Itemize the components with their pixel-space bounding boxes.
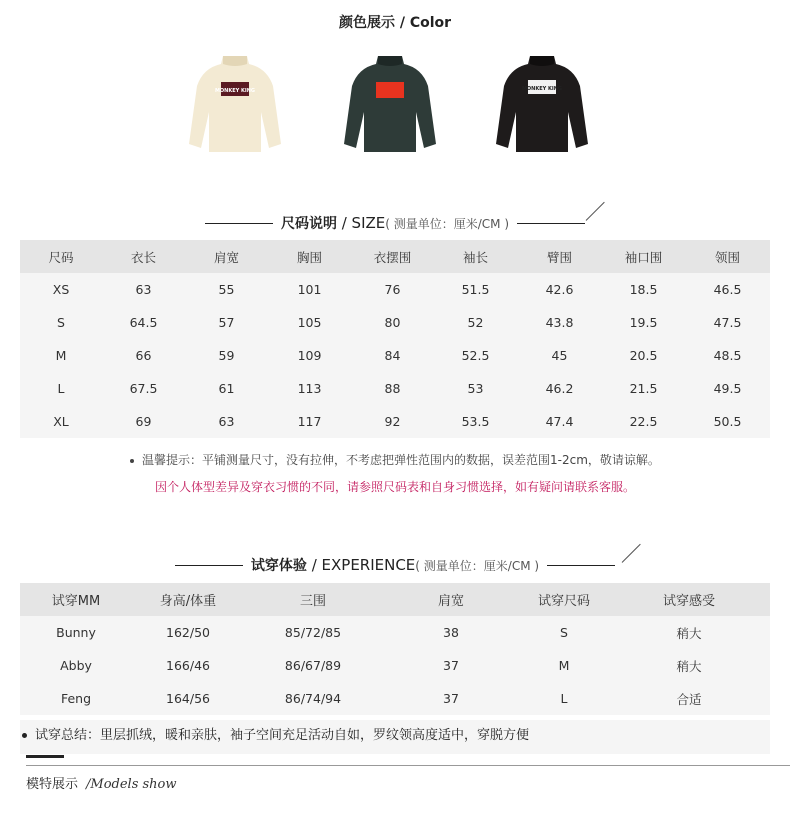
size-cell: 47.5	[713, 315, 742, 330]
size-cell: 88	[384, 381, 401, 396]
size-cell: 92	[384, 414, 401, 429]
size-cell: 18.5	[629, 282, 658, 297]
experience-cell: 稍大	[676, 625, 702, 641]
size-table-header-row	[20, 240, 770, 273]
size-header-cell: 臂围	[517, 240, 602, 273]
experience-table-row	[20, 682, 770, 715]
size-cell: 57	[218, 315, 235, 330]
size-cell: 19.5	[629, 315, 658, 330]
experience-header-cell: 试穿MM	[20, 583, 132, 616]
experience-cell: 38	[443, 625, 459, 640]
size-header-cell: 领围	[685, 240, 770, 273]
size-cell: 22.5	[629, 414, 658, 429]
experience-table-header-row	[20, 583, 770, 616]
experience-cell: S	[560, 625, 568, 640]
experience-cell: 162/50	[166, 625, 210, 640]
size-section-header	[0, 213, 790, 233]
size-cell: 52.5	[461, 348, 490, 363]
size-table-row	[20, 372, 770, 405]
size-cell: 113	[297, 381, 322, 396]
experience-cell: 85/72/85	[284, 625, 342, 640]
size-header-cell: 袖口围	[602, 240, 685, 273]
experience-cell: 86/67/89	[284, 658, 342, 673]
experience-cell: L	[560, 691, 568, 706]
experience-table	[20, 583, 770, 715]
size-cell: L	[57, 381, 65, 396]
size-cell: 59	[218, 348, 235, 363]
size-header-cell: 胸围	[268, 240, 351, 273]
bullet-dot	[130, 459, 134, 463]
size-cell: 53	[467, 381, 484, 396]
size-cell: 52	[467, 315, 484, 330]
svg-text:MONKEY KING: MONKEY KING	[521, 86, 563, 92]
size-cell: 55	[218, 282, 235, 297]
experience-header-cell: 肩宽	[382, 583, 520, 616]
models-section-title	[26, 773, 177, 792]
size-table-row	[20, 339, 770, 372]
experience-cell: M	[558, 658, 570, 673]
size-title-sep: /	[336, 214, 352, 232]
experience-cell: 37	[443, 691, 459, 706]
size-note-text: 温馨提示：平铺测量尺寸，没有拉伸，不考虑把弹性范围内的数据，误差范围1-2cm，敬请谅解。	[142, 453, 660, 467]
experience-header-cell: 身高/体重	[132, 583, 244, 616]
header-rule-right	[517, 223, 585, 224]
size-cell: 63	[135, 282, 152, 297]
size-cell: 43.8	[545, 315, 574, 330]
experience-section-header	[0, 555, 790, 575]
size-table-row	[20, 405, 770, 438]
experience-cell: 164/56	[166, 691, 210, 706]
header-rule-left	[205, 223, 273, 224]
experience-cell: 稍大	[676, 658, 702, 674]
experience-cell: Bunny	[56, 625, 96, 640]
size-header-cell: 衣摆围	[351, 240, 434, 273]
experience-cell: Feng	[60, 691, 92, 706]
size-cell: 21.5	[629, 381, 658, 396]
size-cell: S	[57, 315, 65, 330]
size-cell: 45	[551, 348, 568, 363]
size-table	[20, 240, 770, 438]
experience-summary	[20, 720, 770, 754]
size-cell: 117	[297, 414, 322, 429]
models-divider	[26, 765, 790, 766]
experience-header-cell: 三围	[244, 583, 382, 616]
size-cell: 48.5	[713, 348, 742, 363]
size-cell: 51.5	[461, 282, 490, 297]
experience-unit: ( 测量单位：厘米/CM )	[415, 559, 540, 573]
bullet-dot	[22, 733, 27, 738]
size-cell: 20.5	[629, 348, 658, 363]
size-cell: M	[55, 348, 67, 363]
size-cell: 66	[135, 348, 152, 363]
size-cell: XS	[52, 282, 70, 297]
experience-summary-text: 试穿总结：里层抓绒，暖和亲肤，袖子空间充足活动自如，罗纹领高度适中，穿脱方便	[35, 728, 530, 743]
size-note-red: 因个人体型差异及穿衣习惯的不同，请参照尺码表和自身习惯选择，如有疑问请联系客服。	[154, 480, 635, 494]
size-cell: 105	[297, 315, 322, 330]
black-sweatshirt-image	[492, 52, 592, 156]
size-cell: 76	[384, 282, 401, 297]
experience-header-cell: 试穿尺码	[520, 583, 608, 616]
size-cell: 53.5	[461, 414, 490, 429]
size-cell: 69	[135, 414, 152, 429]
size-table-row	[20, 273, 770, 306]
size-cell: 46.5	[713, 282, 742, 297]
size-header-cell: 袖长	[434, 240, 517, 273]
size-cell: 49.5	[713, 381, 742, 396]
size-header-cell: 衣长	[102, 240, 185, 273]
cream-sweatshirt-image	[185, 52, 285, 156]
models-title-en: /Models show	[86, 777, 177, 792]
color-section-title: 颜色展示 / Color	[338, 15, 452, 31]
svg-text:MONKEY KING: MONKEY KING	[214, 88, 256, 94]
size-table-row	[20, 306, 770, 339]
experience-title-en: EXPERIENCE	[321, 556, 416, 574]
size-title-en: SIZE	[351, 214, 386, 232]
size-unit: ( 测量单位：厘米/CM )	[385, 217, 510, 231]
experience-cell: 合适	[676, 691, 702, 707]
size-cell: 61	[218, 381, 235, 396]
size-cell: 64.5	[129, 315, 158, 330]
size-cell: 42.6	[545, 282, 574, 297]
green-sweatshirt-image	[340, 52, 440, 156]
size-header-cell: 肩宽	[185, 240, 268, 273]
size-cell: 67.5	[129, 381, 158, 396]
experience-table-row	[20, 649, 770, 682]
experience-table-row	[20, 616, 770, 649]
size-cell: 50.5	[713, 414, 742, 429]
size-cell: 46.2	[545, 381, 574, 396]
experience-title-cn: 试穿体验	[250, 558, 307, 574]
header-rule-left	[175, 565, 243, 566]
size-title-cn: 尺码说明	[280, 216, 337, 232]
experience-cell: Abby	[60, 658, 92, 673]
experience-title-sep: /	[306, 556, 322, 574]
experience-cell: 166/46	[166, 658, 210, 673]
size-cell: 84	[384, 348, 401, 363]
size-cell: 47.4	[545, 414, 574, 429]
size-cell: 109	[297, 348, 322, 363]
size-cell: 101	[297, 282, 322, 297]
size-cell: 80	[384, 315, 401, 330]
experience-cell: 86/74/94	[284, 691, 342, 706]
models-title-cn: 模特展示	[26, 777, 79, 792]
size-cell: 63	[218, 414, 235, 429]
experience-cell: 37	[443, 658, 459, 673]
models-accent-bar	[26, 755, 64, 758]
header-rule-right	[547, 565, 615, 566]
size-note	[0, 451, 790, 468]
experience-header-cell: 试穿感受	[608, 583, 770, 616]
size-header-cell: 尺码	[20, 240, 102, 273]
size-cell: XL	[53, 414, 69, 429]
